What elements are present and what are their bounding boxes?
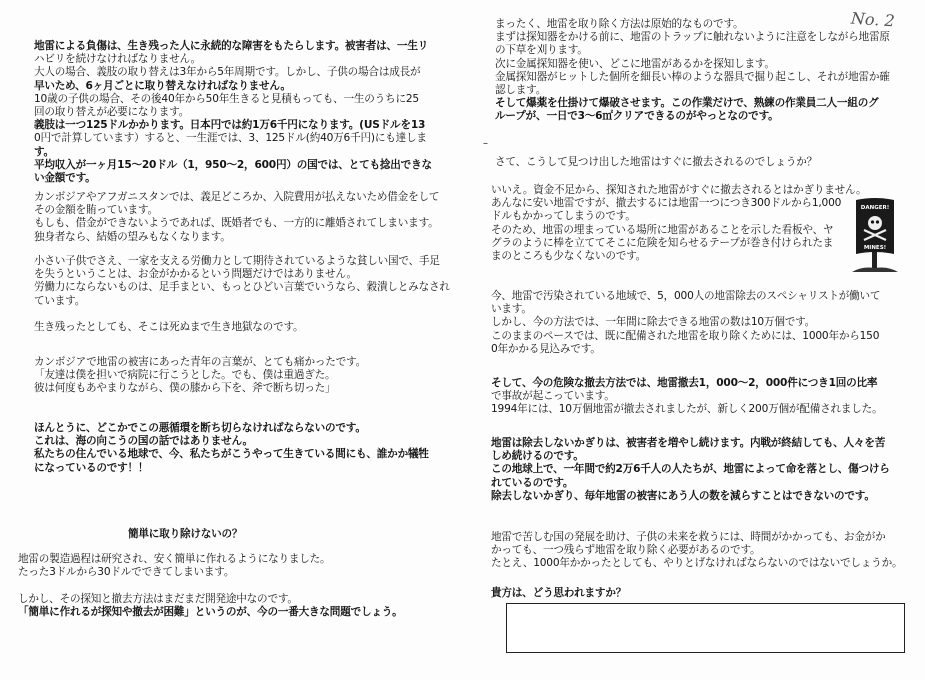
text-line: 次に金属探知器を使い、どこに地雷があるかを探知します。 [495, 57, 775, 70]
left-para-4 [34, 321, 303, 334]
right-para-7 [491, 531, 902, 571]
sign-text-mines: MINES! [863, 245, 887, 251]
text-line: これは、海の向こうの国の話ではありません。 [34, 435, 253, 448]
text-line: 金属探知器がヒットした個所を細長い棒のような器具で掘り起こし、それが地雷か確 [495, 70, 890, 83]
text-line: 1994年には、10万個地雷が撤去されましたが、新しく200万個が配備されました。 [491, 403, 883, 416]
text-line: かっても、一つ残らず地雷を取り除く必要があるのです。 [491, 544, 761, 557]
text-line: カンボジアで地雷の被害にあった青年の言葉が、とても痛かったです。 [34, 356, 366, 368]
text-line: 地雷の製造過程は研究され、安く簡単に作れるようになりました。 [18, 553, 331, 565]
text-line: あんなに安い地雷ですが、撤去するには地雷一つにつき300ドルから1,000 [491, 197, 842, 210]
text-line: になっているのです！！ [34, 461, 149, 474]
text-line: で事故が起こっています。 [491, 390, 615, 403]
text-line: ています。 [34, 294, 86, 307]
text-line: ハビリを続けなければなりません。 [34, 53, 201, 66]
answer-box[interactable] [506, 603, 905, 653]
text-line: このままのペースでは、既に配備された地雷を取り除くためには、1000年から150 [491, 329, 880, 342]
text-line: もしも、借金ができないようであれば、既婚者でも、一方的に離婚されてしまいます。 [34, 217, 439, 230]
right-para-5 [491, 377, 882, 417]
text-line: 義肢は一つ125ドルかかります。日本円では約1万6千円になります。(USドルを13 [34, 119, 426, 132]
right-para-6 [491, 437, 890, 503]
text-line: 10歳の子供の場合、その後40年から50年生きると見積もっても、一生のうちに25 [34, 92, 419, 105]
skull-icon [868, 216, 882, 230]
text-line: たった3ドルから30ドルでできてしまいます。 [18, 566, 235, 579]
page-number: No. 2 [850, 8, 896, 31]
left-para-3 [34, 255, 450, 308]
text-line: その金額を賄っています。 [34, 204, 158, 217]
question-prompt: 貴方は、どう思われますか？ [491, 587, 627, 599]
left-para-1 [34, 40, 432, 185]
text-line: を失うということは、お金がかかるという問題だけではありません。 [34, 268, 357, 281]
sign-text-danger: DANGER! [860, 205, 890, 211]
right-para-3 [491, 184, 866, 263]
text-line: 地雷は除去しないかぎりは、被害者を増やし続けます。内戦が終結しても、人々を苦 [491, 437, 886, 449]
text-line: ドルもかかってしまうのです。 [491, 210, 636, 223]
text-line: 私たちの住んでいる地球で、今、私たちがこうやって生きている間にも、誰かか犠牲 [34, 448, 429, 461]
text-line: 小さい子供でさえ、一家を支える労働力として期待されているような貧しい国で、手足 [34, 255, 440, 267]
section-heading: 簡単に取り除けないの？ [128, 528, 243, 540]
text-line: 「友達は僕を担いで病院に行こうとした。でも、僕は重過ぎた。 [34, 369, 336, 382]
left-para-7 [18, 553, 330, 579]
text-line: 除去しないかぎり、毎年地雷の被害にあう人の数を減らすことはできないのです。 [491, 489, 875, 502]
text-line: 独身者なら、結婚の望みもなくなります。 [34, 230, 231, 243]
text-line: 大人の場合、義肢の取り替えは3年から5年周期です。しかし、子供の場合は成長が [34, 66, 421, 79]
text-line: たとえ、1000年かかったとしても、やりとげなければならないのではないでしょうか。 [491, 557, 903, 570]
text-line: グラのように棒を立ててそこに危険を知らせるテープが巻き付けられたま [491, 236, 834, 249]
text-line: 今、地雷で汚染されている地域で、5，000人の地雷除去のスペシャリストが働いて [491, 290, 881, 302]
text-line: そのため、地雷の埋まっている場所に地雷があることを示した看板や、ヤ [491, 223, 834, 236]
text-line: 回の取り替えが必要になります。 [34, 106, 190, 119]
text-line: います。 [491, 303, 532, 316]
text-line: そして爆薬を仕掛けて爆破させます。この作業だけで、熟練の作業員二人一組のグ [495, 97, 879, 110]
text-line: 「簡単に作れるが探知や撤去が困難」というのが、今の一番大きな問題でしょう。 [18, 606, 403, 619]
text-line: 生き残ったとしても、そこは死ぬまで生き地獄なのです。 [34, 321, 304, 333]
text-line: まずは探知器をかける前に、地雷のトラップに触れないように注意をしながら地雷原 [495, 31, 890, 44]
right-para-4 [491, 290, 880, 356]
text-line: 地雷で苦しむ国の発展を助け、子供の未来を救うには、時間がかかっても、お金がか [491, 531, 886, 543]
text-line: しかし、今の方法では、一年間に除去できる地雷の数は10万個です。 [491, 316, 816, 329]
separator-dash: – [483, 138, 488, 149]
text-line: この地球上で、一年間で約2万6千人の人たちが、地雷によって命を落とし、傷つけら [491, 463, 890, 476]
text-line: 彼は何度もあやまりながら、僕の膝から下を、斧で断ち切った」 [34, 382, 336, 395]
text-line: ほんとうに、どこかでこの悪循環を断ち切らなければならないのです。 [34, 422, 366, 434]
text-line: い金額です。 [34, 172, 96, 185]
left-para-8 [18, 593, 403, 619]
text-line: 0円で計算しています）すると、一生涯では、3、125ドル(約40万6千円)にも達しま [34, 132, 427, 145]
text-line: さて、こうして見つけ出した地雷はすぐに撤去されるのでしょうか？ [495, 156, 817, 168]
text-line: まったく、地雷を取り除く方法は原始的なものです。 [495, 18, 744, 30]
text-line: しかし、その探知と撤去方法はまだまだ開発途中なのです。 [18, 593, 298, 605]
text-line: いいえ。資金不足から、探知された地雷がすぐに撤去されるとはかぎりません。 [491, 184, 867, 196]
text-line: 地雷による負傷は、生き残った人に永続的な障害をもたらします。被害者は、一生リ [34, 40, 429, 52]
left-para-2 [34, 191, 439, 244]
text-line: 早いため、6ヶ月ごとに取り替えなければなりません。 [34, 79, 291, 92]
text-line: カンボジアやアフガニスタンでは、義足どころか、入院費用が払えないため借金をして [34, 191, 440, 203]
text-line: 0年かかる見込みです。 [491, 342, 601, 355]
text-line: しめ続けるのです。 [491, 450, 584, 463]
text-line: 平均収入が一ヶ月15～20ドル（1，950～2，600円）の国では、とても捻出できな [34, 158, 432, 171]
danger-mines-sign [852, 196, 898, 272]
right-para-1 [495, 18, 890, 124]
text-line: れているのです。 [491, 476, 574, 489]
text-line: 労働力にならないものは、足手まとい、もっとひどい言葉でいうなら、穀潰しとみなされ [34, 281, 450, 294]
text-line: まのところも少なくないのです。 [491, 250, 647, 263]
text-line: 認します。 [495, 84, 547, 97]
text-line: そして、今の危険な撤去方法では、地雷撤去1，000～2，000件につき1回の比率 [491, 377, 878, 389]
right-para-2 [495, 156, 817, 169]
left-para-6 [34, 422, 429, 475]
text-line: す。 [34, 145, 54, 158]
left-para-5 [34, 356, 366, 396]
text-line: ループが、一日で3～6㎡クリアできるのがやっとなのです。 [495, 110, 779, 123]
text-line: の下草を刈ります。 [495, 44, 588, 57]
